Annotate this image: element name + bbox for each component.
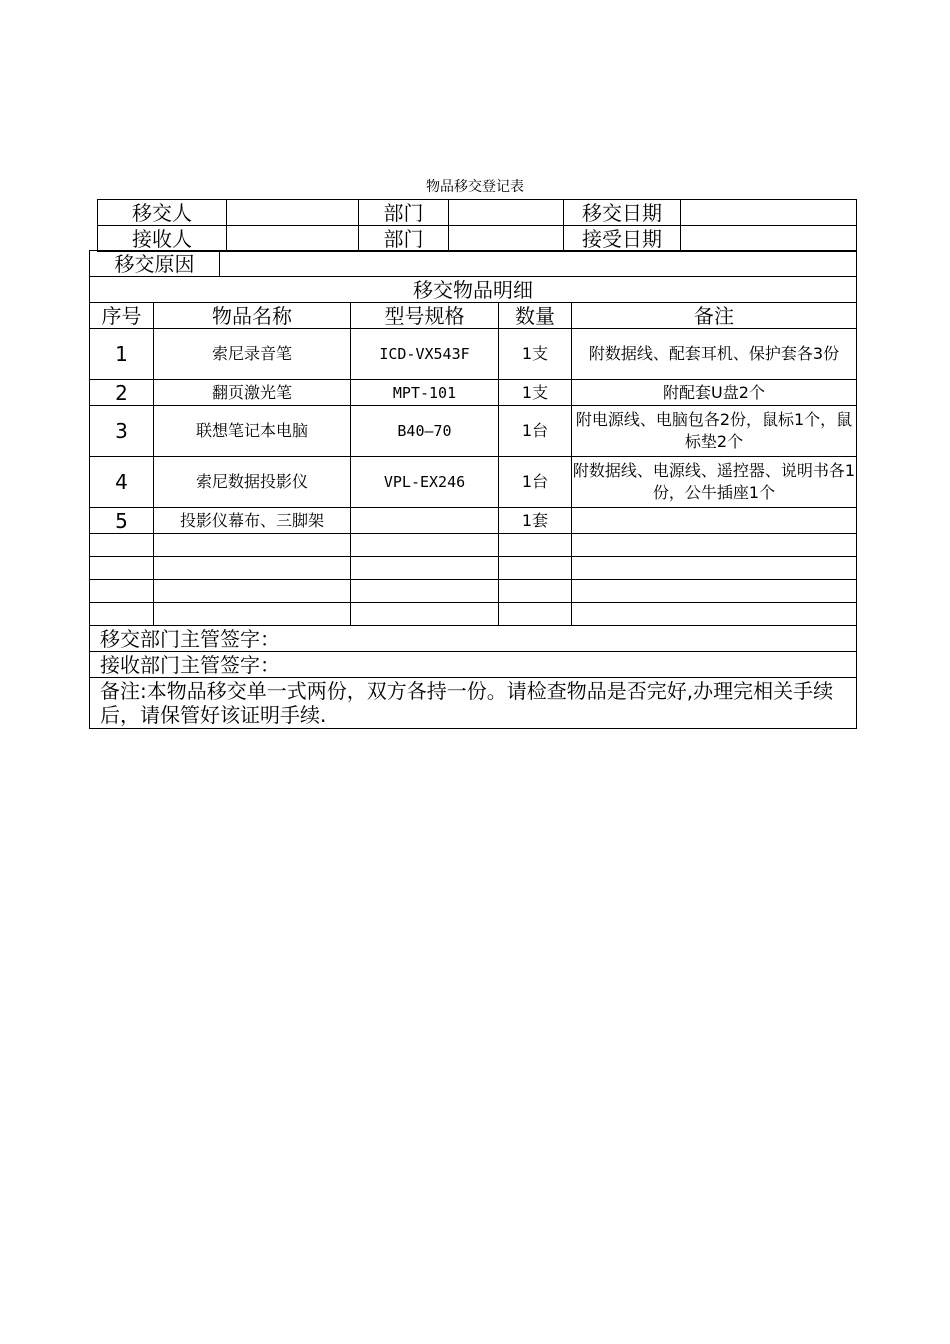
receiver-sign-label: 接收部门主管签字： bbox=[90, 652, 857, 678]
empty-row bbox=[90, 603, 857, 626]
row-model: B40—70 bbox=[351, 406, 499, 457]
row-qty: 1台 bbox=[499, 406, 572, 457]
row-remark: 附电源线、电脑包各2份，鼠标1个，鼠标垫2个 bbox=[572, 406, 857, 457]
handover-sign-row bbox=[90, 626, 857, 652]
row-qty: 1支 bbox=[499, 380, 572, 406]
col-header-model: 型号规格 bbox=[351, 303, 499, 329]
empty-cell[interactable] bbox=[154, 557, 351, 580]
table-row bbox=[90, 508, 857, 534]
reason-row bbox=[90, 251, 857, 277]
handover-person-label: 移交人 bbox=[98, 200, 227, 226]
handover-dept-label: 部门 bbox=[359, 200, 449, 226]
handover-date-label: 移交日期 bbox=[564, 200, 681, 226]
handover-dept-field[interactable] bbox=[449, 200, 564, 226]
table-row bbox=[90, 406, 857, 457]
empty-cell[interactable] bbox=[572, 534, 857, 557]
handover-date-field[interactable] bbox=[681, 200, 857, 226]
row-qty: 1支 bbox=[499, 329, 572, 380]
footer-note: 备注:本物品移交单一式两份，双方各持一份。请检查物品是否完好,办理完相关手续后，请保管好该证明手续. bbox=[90, 678, 857, 729]
col-header-remark: 备注 bbox=[572, 303, 857, 329]
empty-cell[interactable] bbox=[154, 580, 351, 603]
row-name: 联想笔记本电脑 bbox=[154, 406, 351, 457]
empty-cell[interactable] bbox=[499, 534, 572, 557]
empty-cell[interactable] bbox=[90, 580, 154, 603]
table-row bbox=[90, 329, 857, 380]
row-no: 1 bbox=[90, 329, 154, 380]
empty-row bbox=[90, 534, 857, 557]
empty-cell[interactable] bbox=[499, 580, 572, 603]
empty-cell[interactable] bbox=[351, 557, 499, 580]
empty-cell[interactable] bbox=[499, 603, 572, 626]
column-header-row bbox=[90, 303, 857, 329]
row-remark: 附数据线、电源线、遥控器、说明书各1份，公牛插座1个 bbox=[572, 457, 857, 508]
empty-cell[interactable] bbox=[572, 603, 857, 626]
empty-cell[interactable] bbox=[351, 603, 499, 626]
empty-cell[interactable] bbox=[154, 534, 351, 557]
row-model: MPT-101 bbox=[351, 380, 499, 406]
receiver-row bbox=[98, 226, 857, 252]
detail-title-row bbox=[90, 277, 857, 303]
row-no: 4 bbox=[90, 457, 154, 508]
empty-cell[interactable] bbox=[572, 580, 857, 603]
row-remark: 附数据线、配套耳机、保护套各3份 bbox=[572, 329, 857, 380]
col-header-name: 物品名称 bbox=[154, 303, 351, 329]
reason-label: 移交原因 bbox=[90, 251, 220, 277]
row-name: 索尼录音笔 bbox=[154, 329, 351, 380]
reason-field[interactable] bbox=[220, 251, 857, 277]
receiver-label: 接收人 bbox=[98, 226, 227, 252]
row-qty: 1台 bbox=[499, 457, 572, 508]
row-name: 索尼数据投影仪 bbox=[154, 457, 351, 508]
empty-row bbox=[90, 580, 857, 603]
empty-row bbox=[90, 557, 857, 580]
table-row bbox=[90, 457, 857, 508]
handover-sign-label: 移交部门主管签字： bbox=[90, 626, 857, 652]
detail-table bbox=[89, 250, 857, 729]
receiver-dept-field[interactable] bbox=[449, 226, 564, 252]
empty-cell[interactable] bbox=[90, 603, 154, 626]
receive-date-field[interactable] bbox=[681, 226, 857, 252]
row-name: 投影仪幕布、三脚架 bbox=[154, 508, 351, 534]
row-remark: 附配套U盘2个 bbox=[572, 380, 857, 406]
row-model: ICD-VX543F bbox=[351, 329, 499, 380]
receive-date-label: 接受日期 bbox=[564, 226, 681, 252]
row-name: 翻页激光笔 bbox=[154, 380, 351, 406]
handover-row bbox=[98, 200, 857, 226]
row-model bbox=[351, 508, 499, 534]
row-remark bbox=[572, 508, 857, 534]
col-header-no: 序号 bbox=[90, 303, 154, 329]
empty-cell[interactable] bbox=[351, 534, 499, 557]
receiver-dept-label: 部门 bbox=[359, 226, 449, 252]
empty-cell[interactable] bbox=[154, 603, 351, 626]
table-row bbox=[90, 380, 857, 406]
empty-cell[interactable] bbox=[572, 557, 857, 580]
empty-cell[interactable] bbox=[351, 580, 499, 603]
note-row bbox=[90, 678, 857, 729]
receiver-sign-row bbox=[90, 652, 857, 678]
row-no: 2 bbox=[90, 380, 154, 406]
empty-cell[interactable] bbox=[499, 557, 572, 580]
detail-title: 移交物品明细 bbox=[90, 277, 857, 303]
row-qty: 1套 bbox=[499, 508, 572, 534]
row-no: 5 bbox=[90, 508, 154, 534]
row-model: VPL-EX246 bbox=[351, 457, 499, 508]
receiver-field[interactable] bbox=[227, 226, 359, 252]
handover-person-field[interactable] bbox=[227, 200, 359, 226]
header-table bbox=[97, 199, 857, 252]
col-header-qty: 数量 bbox=[499, 303, 572, 329]
row-no: 3 bbox=[90, 406, 154, 457]
form-title: 物品移交登记表 bbox=[426, 179, 524, 195]
empty-cell[interactable] bbox=[90, 534, 154, 557]
empty-cell[interactable] bbox=[90, 557, 154, 580]
